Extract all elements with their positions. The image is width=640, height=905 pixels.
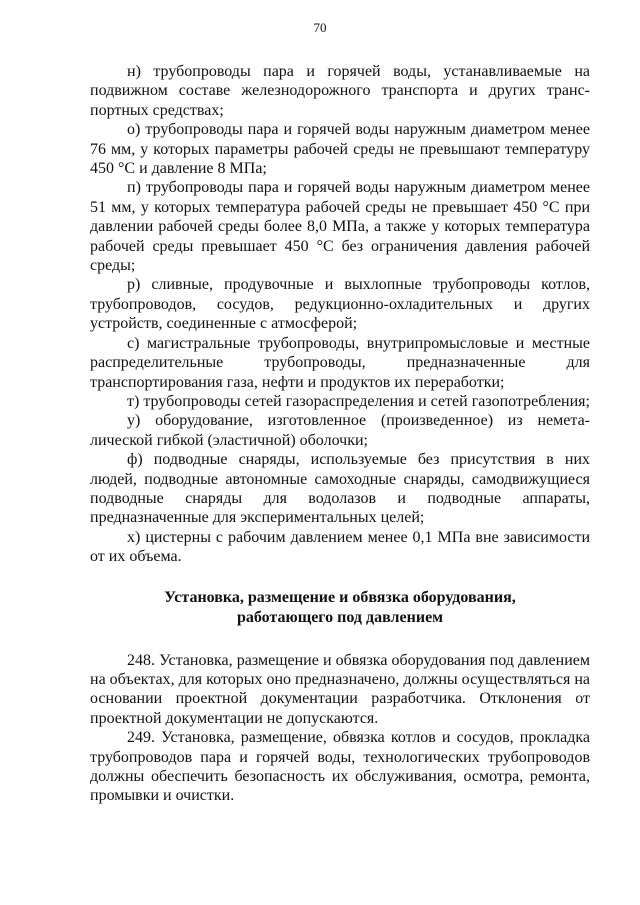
list-item-p: п) трубопроводы пара и горячей воды наружным диаметром менее 51 мм, у которых температура рабочей среды не превышает 450 °С при давлении рабочей среды более 8,0 МПа, а также у которых температура рабочей среды превышает 450 °С без ограничения давления рабочей среды; <box>90 179 590 275</box>
list-item-f: ф) подводные снаряды, используемые без присутствия в них людей, подводные автономные самоходные снаряды, самодвижущиеся подводные снаряды для водолазов и подводные аппараты, предназначенные для экспериментальных целей; <box>90 451 590 527</box>
paragraph-248: 248. Установка, размещение и обвязка оборудования под давлением на объектах, для которых оно предназначено, должны осуществляться на основании проектной документации разработчика. Отклонения от проектной документации не допускаются. <box>90 651 590 727</box>
paragraph-249: 249. Установка, размещение, обвязка котлов и сосудов, прокладка трубопроводов пара и горячей воды, технологических трубопроводов должны обеспечить безопасность их обслуживания, осмотра, ремонта, промывки и очистки. <box>90 729 590 805</box>
list-item-u: у) оборудование, изготовленное (произведенное) из неметалической гибкой (эластичной) оболочки; <box>90 412 590 449</box>
list-item-r: р) сливные, продувочные и выхлопные трубопроводы котлов, трубопроводов, сосудов, редукционно-охладительных и других устройств, соединенные с атмосферой; <box>90 276 590 333</box>
list-item-o: о) трубопроводы пара и горячей воды наружным диаметром менее 76 мм, у которых параметры рабочей среды не превышают температуру 450 °С и давление 8 МПа; <box>90 121 590 178</box>
list-item-h: х) цистерны с рабочим давлением менее 0,1 МПа вне зависимости от их объема. <box>90 528 590 566</box>
section-heading <box>90 588 590 628</box>
list-item-t: т) трубопроводы сетей газораспределения и сетей газопотребления; <box>127 392 590 410</box>
list-item-n: н) трубопроводы пара и горячей воды, устанавливаемые на подвижном составе железнодорожного транспорта и других транспортных средствах; <box>90 63 590 119</box>
section-heading-line2: работающего под давлением <box>236 608 444 626</box>
page-content <box>90 62 590 806</box>
section-heading-line1: Установка, размещение и обвязка оборудования, <box>164 588 516 606</box>
list-item-s: с) магистральные трубопроводы, внутрипромысловые и местные распределительные трубопроводы, предназначенные для транспортирования газа, нефти и продуктов их переработки; <box>90 334 590 391</box>
page-number: 70 <box>313 20 327 35</box>
